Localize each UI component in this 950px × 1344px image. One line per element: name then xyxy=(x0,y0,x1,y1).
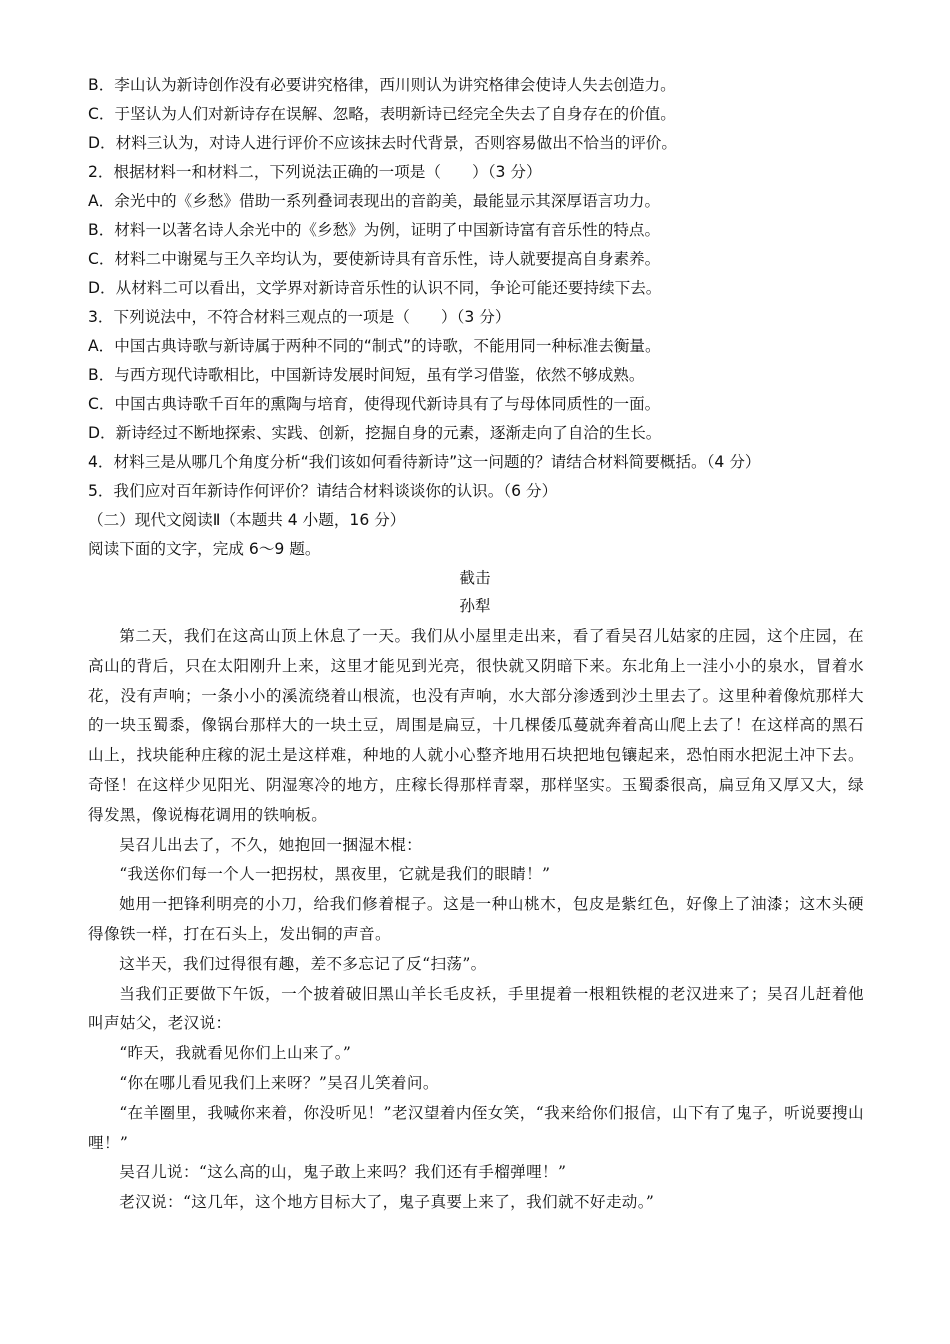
story-paragraph: “昨天，我就看见你们上山来了。” xyxy=(119,1044,352,1063)
q2-option-c: C．材料二中谢冕与王久辛均认为，要使新诗具有音乐性，诗人就要提高自身素养。 xyxy=(88,250,661,268)
story-title: 截击 xyxy=(459,569,491,587)
story-paragraph: “你在哪儿看见我们上来呀？”吴召儿笑着问。 xyxy=(119,1073,439,1092)
q3-option-d: D．新诗经过不断地探索、实践、创新，挖掘自身的元素，逐渐走向了自洽的生长。 xyxy=(88,424,662,442)
q4: 4．材料三是从哪几个角度分析“我们该如何看待新诗”这一问题的？请结合材料简要概括。（4 分） xyxy=(88,453,761,471)
q1-option-c: C．于坚认为人们对新诗存在误解、忽略，表明新诗已经完全失去了自身存在的价值。 xyxy=(88,105,676,123)
q1-option-d: D．材料三认为，对诗人进行评价不应该抹去时代背景，否则容易做出不恰当的评价。 xyxy=(88,134,677,152)
section-heading: （二）现代文阅读Ⅱ（本题共 4 小题，16 分） xyxy=(88,511,406,529)
reading-instruction: 阅读下面的文字，完成 6～9 题。 xyxy=(88,540,321,558)
story-paragraph: 老汉说：“这几年，这个地方目标大了，鬼子真要上来了，我们就不好走动。” xyxy=(119,1193,655,1212)
story-paragraph: 吴召儿说：“这么高的山，鬼子敢上来吗？我们还有手榴弹哩！” xyxy=(119,1163,567,1182)
story-paragraph: 吴召儿出去了，不久，她抱回一捆湿木棍： xyxy=(119,835,423,854)
story-author: 孙犁 xyxy=(459,597,491,615)
q2-option-d: D．从材料二可以看出，文学界对新诗音乐性的认识不同，争论可能还要持续下去。 xyxy=(88,279,662,297)
story-paragraph: “我送你们每一个人一把拐杖，黑夜里，它就是我们的眼睛！” xyxy=(119,865,551,884)
q3-option-c: C．中国古典诗歌千百年的熏陶与培育，使得现代新诗具有了与母体同质性的一面。 xyxy=(88,395,661,413)
story-paragraph: 这半天，我们过得很有趣，差不多忘记了反“扫荡”。 xyxy=(119,954,487,973)
story-body xyxy=(88,622,864,1218)
q2-option-a: A．余光中的《乡愁》借助一系列叠词表现出的音韵美，最能显示其深厚语言功力。 xyxy=(88,192,661,210)
q5: 5．我们应对百年新诗作何评价？请结合材料谈谈你的认识。（6 分） xyxy=(88,482,558,500)
story-paragraph: “在羊圈里，我喊你来着，你没听见！”老汉望着内侄女笑，“我来给你们报信，山下有了鬼子，听说要搜山哩！” xyxy=(88,1103,864,1152)
q1-option-b: B．李山认为新诗创作没有必要讲究格律，西川则认为讲究格律会使诗人失去创造力。 xyxy=(88,76,676,94)
q2-option-b: B．材料一以著名诗人余光中的《乡愁》为例，证明了中国新诗富有音乐性的特点。 xyxy=(88,221,661,239)
story-paragraph: 第二天，我们在这高山顶上休息了一天。我们从小屋里走出来，看了看吴召儿姑家的庄园，这个庄园，在高山的背后，只在太阳刚升上来，这里才能见到光亮，很快就又阴暗下来。东北角上一洼小小的泉水，冒着水花，没有声响；一条小小的溪流绕着山根流，也没有声响，水大部分渗透到沙土里去了。这里种着像炕那样大的一块玉蜀黍，像锅台那样大的一块土豆，周围是扁豆，十几棵倭瓜蔓就奔着高山爬上去了！在这样高的黑石山上，找块能种庄稼的泥土是这样难，种地的人就小心整齐地用石块把地包镶起来，恐怕雨水把泥土冲下去。奇怪！在这样少见阳光、阴湿寒冷的地方，庄稼长得那样青翠，那样坚实。玉蜀黍很高，扁豆角又厚又大，绿得发黑，像说梅花调用的铁响板。 xyxy=(88,627,864,824)
q2-stem: 2．根据材料一和材料二，下列说法正确的一项是（ ）（3 分） xyxy=(88,163,542,181)
story-paragraph: 她用一把锋利明亮的小刀，给我们修着棍子。这是一种山桃木，包皮是紫红色，好像上了油漆；这木头硬得像铁一样，打在石头上，发出铜的声音。 xyxy=(88,895,864,943)
q3-option-a: A．中国古典诗歌与新诗属于两种不同的“制式”的诗歌，不能用同一种标准去衡量。 xyxy=(88,337,661,355)
story-paragraph: 当我们正要做下午饭，一个披着破旧黑山羊长毛皮袄，手里提着一根粗铁棍的老汉进来了；吴召儿赶着他叫声姑父，老汉说： xyxy=(88,984,864,1033)
q3-option-b: B．与西方现代诗歌相比，中国新诗发展时间短，虽有学习借鉴，依然不够成熟。 xyxy=(88,366,645,384)
q3-stem: 3．下列说法中，不符合材料三观点的一项是（ ）（3 分） xyxy=(88,308,511,326)
